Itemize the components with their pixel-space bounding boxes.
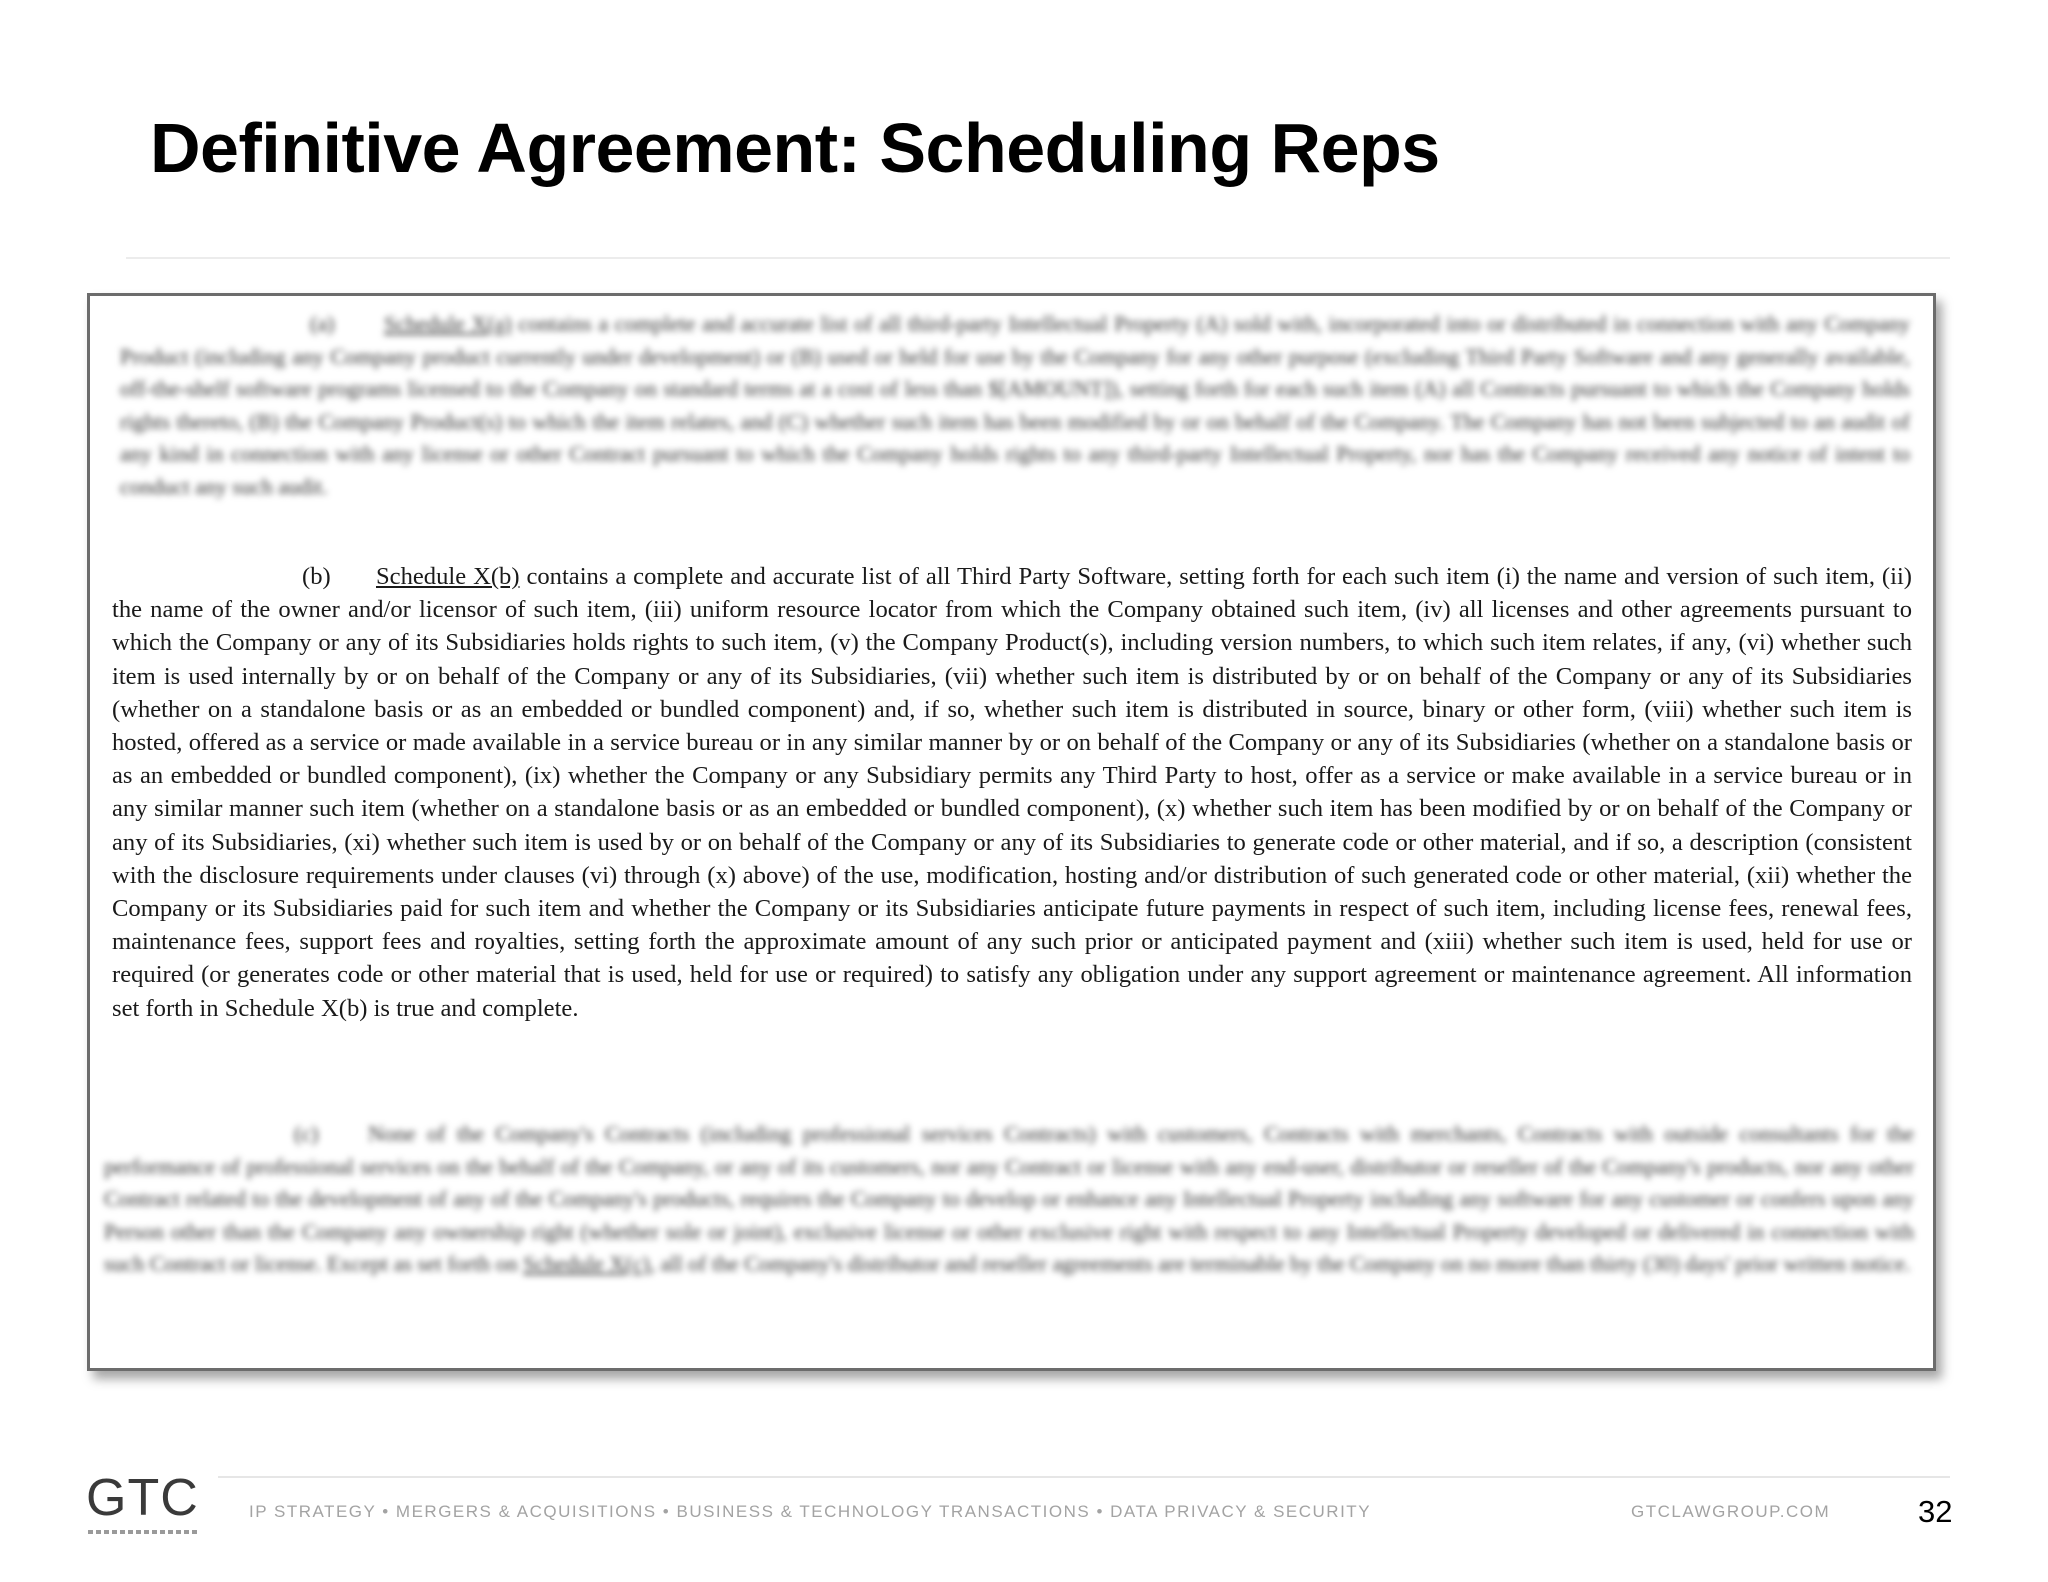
para-a-text: contains a complete and accurate list of all third-party Intellectual Property (A) sold with, incorporated into or distributed in connection with any Company Product (including any Company product currently under development) or (B) used or held for use by the Company for any other purpose (excluding Third Party Software and any generally available, off-the-shelf software programs licensed to the Company on standard terms at a cost of less than $[AMOUNT]), setting forth for each such item (A) all Contracts pursuant to which the Company holds rights thereto, (B) the Company Product(s) to which the item relates, and (C) whether such item has been modified by or on behalf of the Company. The Company has not been subjected to an audit of any kind in connection with any license or other Contract pursuant to which the Company holds rights to any third-party Intellectual Property, nor has the Company received any notice of intent to conduct any such audit. [120,311,1910,499]
para-b-number: (b) [302,563,331,590]
blurred-paragraph-c [104,1118,1914,1281]
para-b-schedule-ref: Schedule X(b) [376,563,520,590]
gtc-logo: GTC [86,1469,199,1527]
para-c-schedule-ref: Schedule X(c) [523,1251,650,1276]
footer-website: GTCLAWGROUP.COM [1631,1502,1831,1521]
para-c-text-2: , all of the Company's distributor and reseller agreements are terminable by the Company on no more than thirty (30) days' prior written notice. [649,1251,1911,1276]
para-c-text-1: None of the Company's Contracts (including professional services Contracts) with customers, Contracts with merchants, Contracts with outside consultants for the performance of professional services on the behalf of the Company, or any of its customers, nor any Contract or license with any end-user, distributor or reseller of the Company's products, nor any other Contract related to the development of any of the Company's products, requires the Company to develop or enhance any Intellectual Property including any software for any customer or confers upon any Person other than the Company any ownership right (whether sole or joint), exclusive license or other exclusive right with respect to any Intellectual Property developed or delivered in connection with such Contract or license. Except as set forth on [104,1121,1914,1276]
para-a-number: (a) [310,311,335,336]
para-b-text: contains a complete and accurate list of all Third Party Software, setting forth for each such item (i) the name and version of such item, (ii) the name of the owner and/or licensor of such item, (iii) uniform resource locator from which the Company obtained such item, (iv) all licenses and other agreements pursuant to which the Company or any of its Subsidiaries holds rights to such item, (v) the Company Product(s), including version numbers, to which such item relates, if any, (vi) whether such item is used internally by or on behalf of the Company or any of its Subsidiaries, (vii) whether such item is distributed by or on behalf of the Company or any of its Subsidiaries (whether on a standalone basis or as an embedded or bundled component) and, if so, whether such item is distributed in source, binary or other form, (viii) whether such item is hosted, offered as a service or made available in a service bureau or in any similar manner by or on behalf of the Company or any of its Subsidiaries (whether on a standalone basis or as an embedded or bundled component), (ix) whether the Company or any Subsidiary permits any Third Party to host, offer as a service or make available in a service bureau or in any similar manner such item (whether on a standalone basis or as an embedded or bundled component), (x) whether such item has been modified by or on behalf of the Company or any of its Subsidiaries, (xi) whether such item is used by or on behalf of the Company or any of its Subsidiaries to generate code or other material, and if so, a description (consistent with the disclosure requirements under clauses (vi) through (x) above) of the use, modification, hosting and/or distribution of such generated code or other material, (xii) whether the Company or its Subsidiaries paid for such item and whether the Company or its Subsidiaries anticipate future payments in respect of such item, including license fees, renewal fees, maintenance fees, support fees and royalties, setting forth the approximate amount of any such prior or anticipated payment and (xiii) whether such item is used, held for use or required (or generates code or other material that is used, held for use or required) to satisfy any obligation under any support agreement or maintenance agreement. All information set forth in Schedule X(b) is true and complete. [112,563,1912,1022]
slide-title: Definitive Agreement: Scheduling Reps [150,109,1440,187]
para-a-schedule-ref: Schedule X(a) [384,311,512,336]
schedule-xb-paragraph [112,560,1912,1025]
contract-excerpt-image [87,293,1936,1371]
page-number: 32 [1918,1494,1953,1529]
para-c-number: (c) [294,1121,319,1146]
title-divider [126,257,1950,259]
footer-services: IP STRATEGY • MERGERS & ACQUISITIONS • BUSINESS & TECHNOLOGY TRANSACTIONS • DATA PRIVACY & SECURITY [249,1502,1372,1521]
logo-tagline-mark [88,1530,198,1534]
footer-divider [218,1476,1950,1478]
blurred-paragraph-a [120,308,1910,503]
